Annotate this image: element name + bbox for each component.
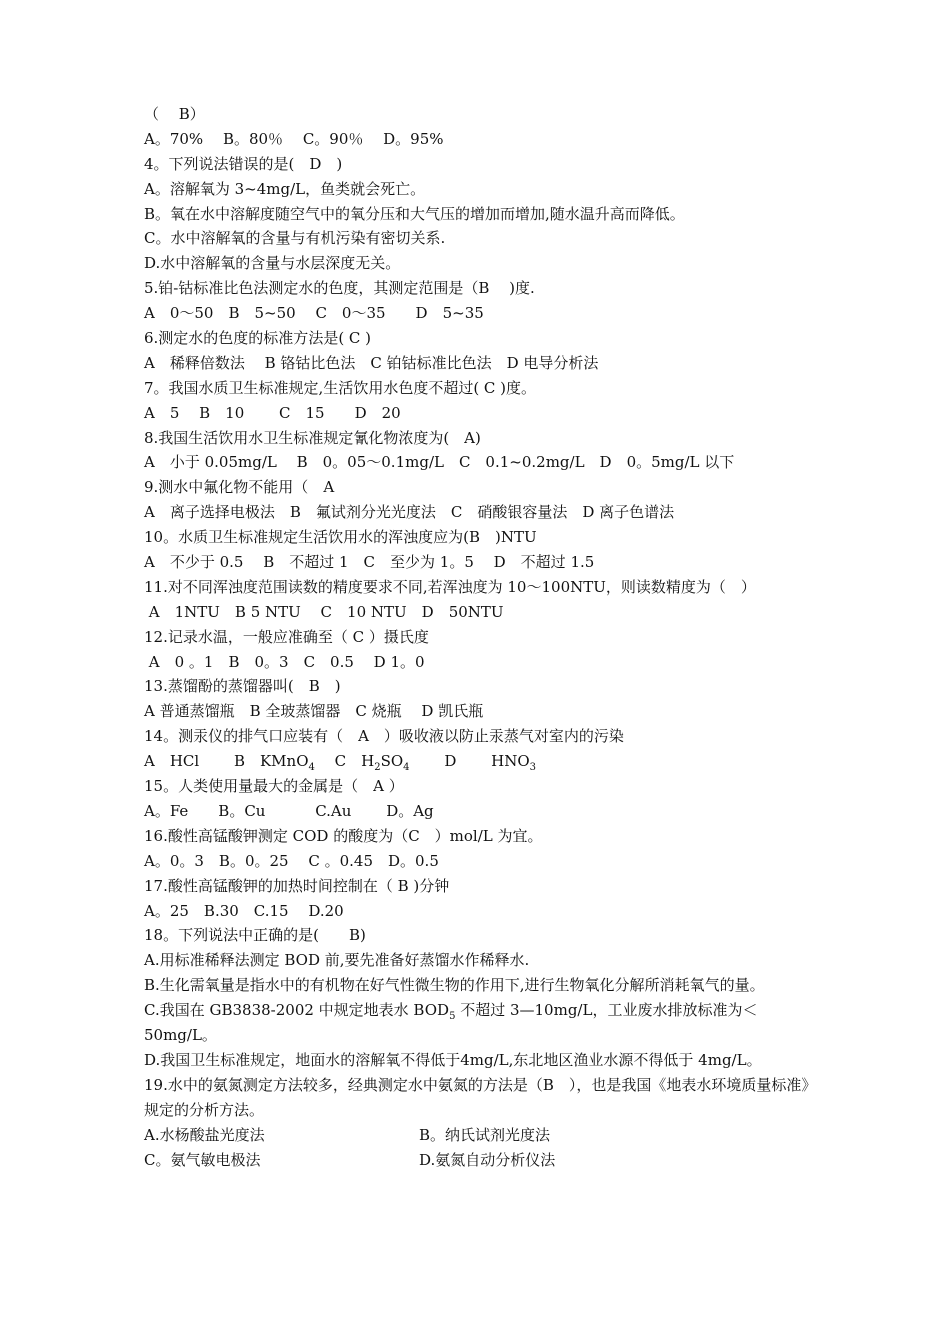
text-line: 9.测水中氟化物不能用（ A	[144, 478, 335, 497]
q14-options-line	[144, 749, 816, 774]
subscript: 4	[308, 762, 315, 774]
subscript: 4	[403, 762, 410, 774]
text-line: 13.蒸馏酚的蒸馏器叫( B )	[144, 677, 341, 696]
text-line: 18。下列说法中正确的是( B)	[144, 926, 366, 945]
text-line: A 0 。1 B 0。3 C 0.5 D 1。0	[144, 652, 425, 671]
text-line: 11.对不同浑浊度范围读数的精度要求不同,若浑浊度为 10～100NTU，则读数精度为（ ）	[144, 577, 756, 596]
paragraph-c	[144, 998, 816, 1048]
text-line: A。0。3 B。0。25 C 。0.45 D。0.5	[144, 851, 439, 870]
text-line: A 离子选择电极法 B 氟试剂分光光度法 C 硝酸银容量法 D 离子色谱法	[144, 503, 675, 522]
text-line: 12.记录水温，一般应准确至（ C ）摄氏度	[144, 627, 429, 646]
paragraph-c-text: C.我国在 GB3838-2002 中规定地表水 BOD	[144, 1001, 450, 1020]
paragraph-b: B.生化需氧量是指水中的有机物在好气性微生物的作用下,进行生物氧化分解所消耗氧气的量。	[144, 976, 765, 995]
text-line: A。25 B.30 C.15 D.20	[144, 901, 344, 920]
document-page	[144, 102, 816, 1172]
q14-option-text: SO	[380, 752, 404, 771]
text-line: A 1NTU B 5 NTU C 10 NTU D 50NTU	[144, 602, 504, 621]
text-line: A。溶解氧为 3~4mg/L，鱼类就会死亡。	[144, 179, 426, 198]
q19-options-row	[144, 1148, 816, 1173]
text-line: D.水中溶解氧的含量与水层深度无关。	[144, 254, 401, 273]
subscript: 2	[374, 762, 381, 774]
text-line: A 0～50 B 5~50 C 0～35 D 5~35	[144, 304, 484, 323]
subscript: 3	[529, 762, 536, 774]
question-19: 19.水中的氨氮测定方法较多，经典测定水中氨氮的方法是（B ），也是我国《地表水环境质量标准》规定的分析方法。	[144, 1075, 809, 1119]
text-line: 6.测定水的色度的标准方法是( C )	[144, 329, 372, 348]
text-line: 5.铂-钴标准比色法测定水的色度，其测定范围是（B )度.	[144, 279, 535, 298]
text-line: 16.酸性高锰酸钾测定 COD 的酸度为（C ）mol/L 为宜。	[144, 826, 543, 845]
q19-options-row	[144, 1123, 816, 1148]
text-line: 8.我国生活饮用水卫生标准规定氰化物浓度为( A)	[144, 428, 481, 447]
q14-option-text: D HNO	[409, 752, 530, 771]
paragraph-c-text: 不超过 3—10mg/L，工业废水排放标准为＜50mg/L。	[144, 1001, 758, 1044]
q19-option-b: B。纳氏试剂光度法	[419, 1125, 551, 1144]
text-line: 17.酸性高锰酸钾的加热时间控制在（ B )分钟	[144, 876, 450, 895]
text-line: 15。人类使用量最大的金属是（ A ）	[144, 777, 404, 796]
text-line: 7。我国水质卫生标准规定,生活饮用水色度不超过( C )度。	[144, 378, 537, 397]
text-line: A 稀释倍数法 B 铬钴比色法 C 铂钴标准比色法 D 电导分析法	[144, 353, 599, 372]
text-line: A 小于 0.05mg/L B 0。05～0.1mg/L C 0.1~0.2mg/L D 0。5mg/L 以下	[144, 453, 735, 472]
text-line: A 5 B 10 C 15 D 20	[144, 403, 401, 422]
subscript: 5	[449, 1011, 456, 1023]
text-line: （ B）	[144, 105, 205, 123]
paragraph-d: D.我国卫生标准规定，地面水的溶解氧不得低于4mg/L,东北地区渔业水源不得低于 4mg/L。	[144, 1050, 762, 1069]
q19-option-c: C。氨气敏电极法	[144, 1150, 261, 1169]
text-line: A 不少于 0.5 B 不超过 1 C 至少为 1。5 D 不超过 1.5	[144, 553, 595, 572]
text-line: C。水中溶解氧的含量与有机污染有密切关系.	[144, 229, 446, 248]
text-line: 4。下列说法错误的是( D )	[144, 154, 343, 173]
q14-option-text: C H	[314, 752, 375, 771]
q19-option-d: D.氨氮自动分析仪法	[419, 1150, 556, 1169]
text-line: A 普通蒸馏瓶 B 全玻蒸馏器 C 烧瓶 D 凯氏瓶	[144, 702, 484, 721]
text-line: 10。水质卫生标准规定生活饮用水的浑浊度应为(B )NTU	[144, 528, 537, 547]
text-line: A。Fe B。Cu C.Au D。Ag	[144, 801, 434, 820]
text-line: A.用标准稀释法测定 BOD 前,要先准备好蒸馏水作稀释水.	[144, 951, 530, 970]
text-line: A。70% B。80％ C。90％ D。95%	[144, 129, 444, 148]
q19-option-a: A.水杨酸盐光度法	[144, 1125, 265, 1144]
text-line: B。氧在水中溶解度随空气中的氧分压和大气压的增加而增加,随水温升高而降低。	[144, 204, 685, 223]
q14-option-text: A HCl B KMnO	[144, 752, 309, 771]
text-line: 14。测汞仪的排气口应装有（ A ）吸收液以防止汞蒸气对室内的污染	[144, 727, 624, 746]
